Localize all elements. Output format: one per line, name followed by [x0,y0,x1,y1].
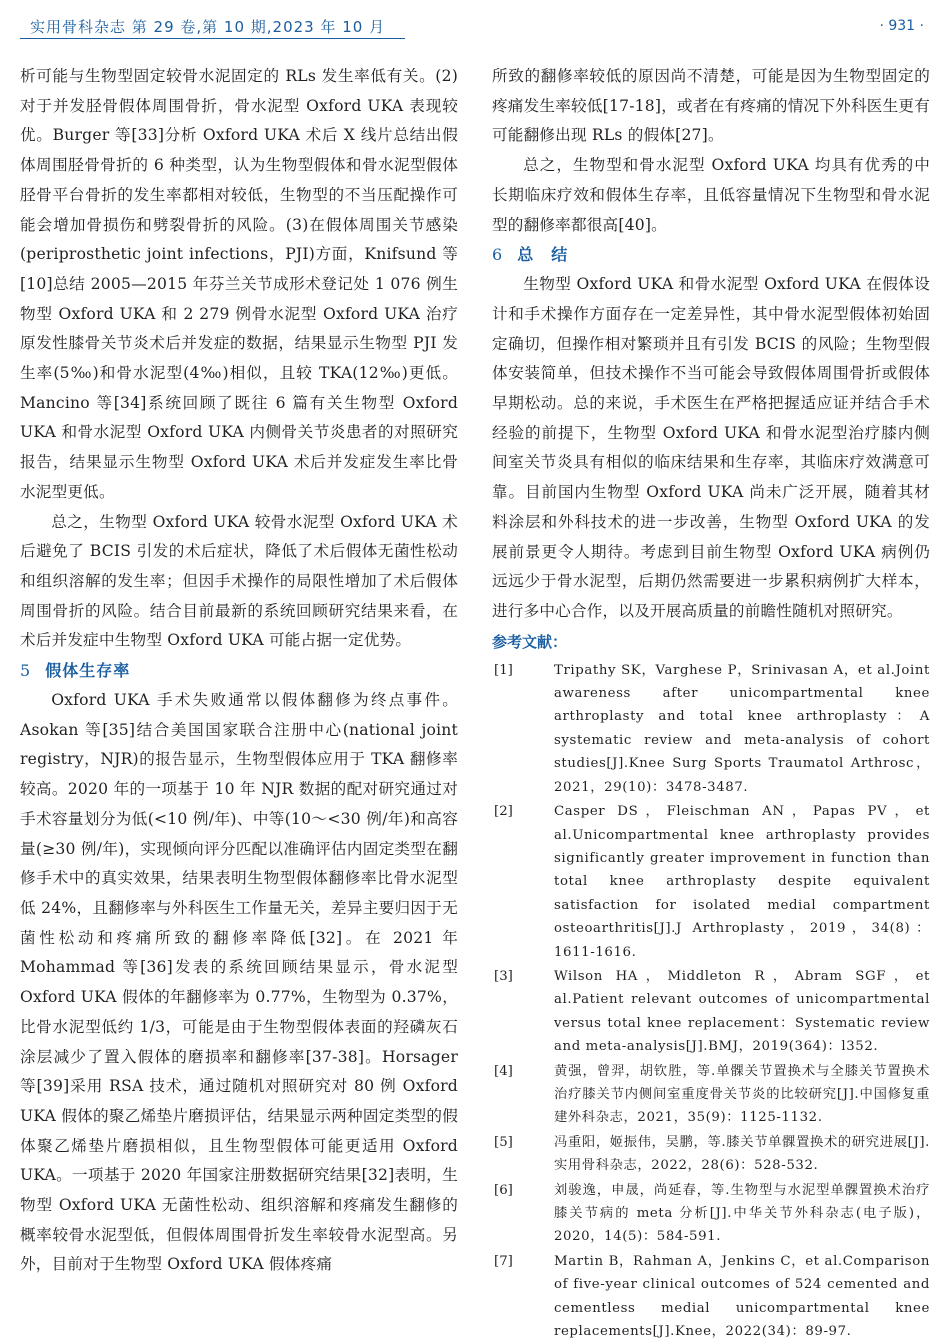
page-number: · 931 · [879,18,924,34]
reference-item [492,1179,930,1249]
reference-item [492,1060,930,1130]
reference-number: [3] [494,968,513,984]
reference-text: Wilson HA，Middleton R，Abram SGF，et al.Patient relevant outcomes of unicompartmental versus total knee replacement：Systematic review and meta-analysis[J].BMJ，2019(364)：l352. [554,968,930,1055]
reference-number: [6] [494,1182,513,1198]
header-rule [20,38,405,39]
reference-number: [4] [494,1063,513,1079]
running-header [20,8,930,40]
reference-list [492,659,930,1344]
reference-item [492,659,930,799]
section-number: 6 [492,245,504,265]
reference-number: [2] [494,804,513,820]
reference-text: Martin B，Rahman A，Jenkins C，et al.Comparison of five-year clinical outcomes of 524 cemented and cementless medial unicompartmental knee replacements[J].Knee，2022(34)：89-97. [554,1253,930,1340]
reference-number: [1] [494,662,513,678]
section-title: 假体生存率 [45,661,131,681]
references-heading: 参考文献： [492,632,568,651]
paragraph-complications-summary: 总之，生物型 Oxford UKA 较骨水泥型 Oxford UKA 术后避免了 BCIS 引发的术后症状，降低了术后假体无菌性松动和组织溶解的发生率；但因手术操作的局限性增加了术后假体周围骨折的风险。结合目前最新的系统回顾研究结果来看，在术后并发症中生物型 Oxford UKA 可能占据一定优势。 [20,512,458,650]
reference-text: 黄强，曾羿，胡钦胜，等.单髁关节置换术与全膝关节置换术治疗膝关节内侧间室重度骨关节炎的比较研究[J].中国修复重建外科杂志，2021，35(9)：1125-1132. [554,1063,930,1126]
paragraph-conclusion: 生物型 Oxford UKA 和骨水泥型 Oxford UKA 在假体设计和手术操作方面存在一定差异性，其中骨水泥型假体初始固定确切，但操作相对繁琐并且有引发 BCIS 的风险；生物型假体安装简单，但技术操作不当可能会导致假体周围骨折或假体早期松动。总的来说，手术医生在严格把握适应证并结合手术经验的前提下，生物型 Oxford UKA 和骨水泥型治疗膝内侧间室关节炎具有相似的临床结果和生存率，其临床疗效满意可靠。目前国内生物型 Oxford UKA 尚未广泛开展，随着其材料涂层和外科技术的进一步改善，生物型 Oxford UKA 的发展前景更令人期待。考虑到目前生物型 Oxford UKA 病例仍远远少于骨水泥型，后期仍然需要进一步累积病例扩大样本，进行多中心合作，以及开展高质量的前瞻性随机对照研究。 [492,275,930,620]
reference-item [492,965,930,1059]
paragraph-complications-continued: 析可能与生物型固定较骨水泥固定的 RLs 发生率低有关。(2)对于并发胫骨假体周围骨折，骨水泥型 Oxford UKA 表现较优。Burger 等[33]分析 Oxford UKA 术后 X 线片总结出假体周围胫骨骨折的 6 种类型，认为生物型假体和骨水泥型假体胫骨平台骨折的发生率都相对较低，生物型的不当压配操作可能会增加骨损伤和劈裂骨折的风险。(3)在假体周围关节感染(periprosthetic joint infections，PJI)方面，Knifsund 等[10]总结 2005—2015 年芬兰关节成形术登记处 1 076 例生物型 Oxford UKA 和 2 279 例骨水泥型 Oxford UKA 治疗原发性膝骨关节炎术后并发症的数据，结果显示生物型 PJI 发生率(5‰)和骨水泥型(4‰)相似，且较 TKA(12‰)更低。Mancino 等[34]系统回顾了既往 6 篇有关生物型 Oxford UKA 和骨水泥型 Oxford UKA 内侧骨关节炎患者的对照研究报告，结果显示生物型 Oxford UKA 术后并发症发生率比骨水泥型更低。 [20,67,458,501]
right-column [492,62,930,1344]
reference-number: [5] [494,1134,513,1150]
reference-item [492,1250,930,1344]
reference-text: 冯重阳，姬振伟，吴鹏，等.膝关节单髁置换术的研究进展[J].实用骨科杂志，2022，28(6)：528-532. [554,1134,930,1174]
section-title: 总 结 [517,245,569,265]
left-column [20,62,458,1280]
reference-number: [7] [494,1253,513,1269]
reference-item [492,1131,930,1178]
section-heading-conclusion [492,240,930,270]
section-heading-survival [20,656,458,686]
paragraph-survival-summary: 总之，生物型和骨水泥型 Oxford UKA 均具有优秀的中长期临床疗效和假体生存率，且低容量情况下生物型和骨水泥型的翻修率都很高[40]。 [492,156,930,234]
reference-text: Tripathy SK，Varghese P，Srinivasan A，et al.Joint awareness after unicompartmental knee arthroplasty and total knee arthroplasty：A systematic review and meta-analysis of cohort studies[J].Knee Surg Sports Traumatol Arthrosc，2021，29(10)：3478-3487. [554,662,930,795]
paragraph-survival-continued: 所致的翻修率较低的原因尚不清楚，可能是因为生物型固定的疼痛发生率较低[17-18]，或者在有疼痛的情况下外科医生更有可能翻修出现 RLs 的假体[27]。 [492,67,930,145]
reference-item [492,800,930,964]
reference-text: 刘骏逸，申晟，尚延春，等.生物型与水泥型单髁置换术治疗膝关节病的 meta 分析[J].中华关节外科杂志(电子版)，2020，14(5)：584-591. [554,1182,930,1245]
journal-title: 实用骨科杂志 第 29 卷,第 10 期,2023 年 10 月 [30,18,386,36]
section-number: 5 [20,661,32,681]
paragraph-survival: Oxford UKA 手术失败通常以假体翻修为终点事件。Asokan 等[35]结合美国国家联合注册中心(national joint registry，NJR)的报告显示，生物型假体应用于 TKA 翻修率较高。2020 年的一项基于 10 年 NJR 数据的配对研究通过对手术容量划分为低(<10 例/年)、中等(10～<30 例/年)和高容量(≥30 例/年)，实现倾向评分匹配以准确评估内固定类型在翻修手术中的真实效果，结果表明生物型假体翻修率比骨水泥型低 24%，且翻修率与外科医生工作量无关，差异主要归因于无菌性松动和疼痛所致的翻修率降低[32]。在 2021 年 Mohammad 等[36]发表的系统回顾结果显示，骨水泥型 Oxford UKA 假体的年翻修率为 0.77%，生物型为 0.37%，比骨水泥型低约 1/3，可能是由于生物型假体表面的羟磷灰石涂层减少了置入假体的磨损率和翻修率[37-38]。Horsager 等[39]采用 RSA 技术，通过随机对照研究对 80 例 Oxford UKA 假体的聚乙烯垫片磨损评估，结果显示两种固定类型的假体聚乙烯垫片磨损相似，且生物型假体可能更适用 Oxford UKA。一项基于 2020 年国家注册数据研究结果[32]表明，生物型 Oxford UKA 无菌性松动、组织溶解和疼痛发生翻修的概率较骨水泥型低，但假体周围骨折发生率较骨水泥型高。另外，目前对于生物型 Oxford UKA 假体疼痛 [20,691,458,1274]
reference-text: Casper DS，Fleischman AN，Papas PV，et al.Unicompartmental knee arthroplasty provides significantly greater improvement in function than total knee arthroplasty despite equivalent satisfaction for isolated medial compartment osteoarthritis[J].J Arthroplasty，2019，34(8)：1611-1616. [554,804,930,960]
